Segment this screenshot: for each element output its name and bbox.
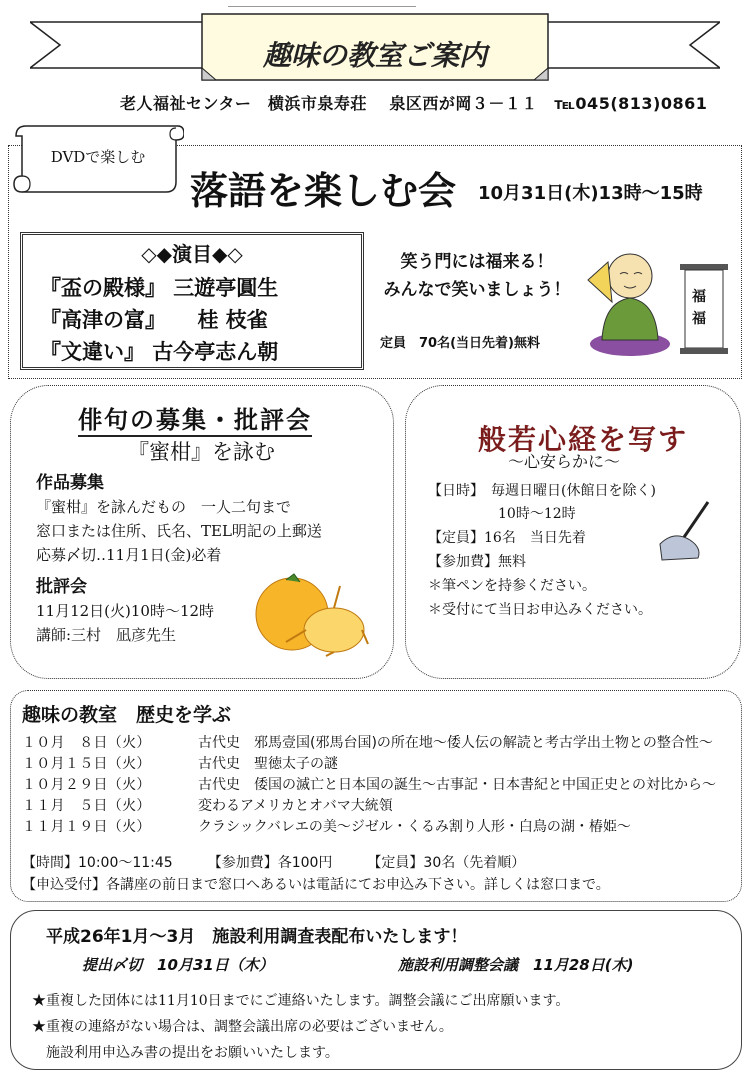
top-rule [228,6,416,7]
survey-meeting: 施設利用調整会議 11月28日(木) [398,956,634,974]
lecture-date: １１月 ５日（火） [22,798,151,814]
rakugo-capacity: 定員 70名(当日先着)無料 [380,336,540,351]
history-title: 趣味の教室 歴史を学ぶ [22,704,232,726]
sutra-title: 般若心経を写す [478,423,689,456]
sutra-subtitle: ～心安らかに～ [508,452,621,471]
sutra-line: 【定員】16名 当日先着 [428,530,586,546]
sutra-line: ＊筆ペンを持参ください。 [428,578,596,594]
review-line: 講師:三村 凪彦先生 [36,626,177,644]
survey-note: ★重複した団体には11月10日までにご連絡いたします。調整会議にご出席願います。 [32,993,570,1009]
entry-line: 窓口または住所、氏名、TEL明記の上郵送 [36,522,322,540]
rakugo-date: 10月31日(木)13時～15時 [478,183,703,204]
facility-address: 老人福祉センター 横浜市泉寿荘 泉区西が岡３－１１ ℡045(813)0861 [120,94,708,113]
sutra-line: 【参加費】無料 [428,554,526,570]
sutra-line: 【日時】 毎週日曜日(休館日を除く) [428,483,656,499]
scroll-text: 福福 [692,289,706,327]
program-item: 『高津の富』 桂 枝雀 [40,307,268,332]
program-item: 『文違い』 古今亭志ん朝 [40,339,279,364]
rakugo-title: 落語を楽しむ会 [190,169,457,213]
review-heading: 批評会 [36,577,87,597]
history-application: 【申込受付】各講座の前日まで窓口へあるいは電話にてお申込み下さい。詳しくは窓口まで。 [22,877,610,893]
writing-hand-illustration [654,500,714,566]
dvd-tag: DVDで楽しむ [50,148,146,166]
entry-line: 応募〆切‥11月1日(金)必着 [36,546,222,564]
lecture-topic: 古代史 倭国の滅亡と日本国の誕生～古事記・日本書紀と中国正史との対比から～ [198,777,716,793]
entry-heading: 作品募集 [36,473,104,493]
rakugo-performer-illustration [584,240,676,358]
lecture-topic: 古代史 邪馬壹国(邪馬台国)の所在地～倭人伝の解読と考古学出土物との整合性～ [198,735,713,751]
slogan-line: みんなで笑いましょう！ [383,280,571,300]
survey-note: 施設利用申込み書の提出をお願いいたします。 [32,1045,339,1061]
history-info: 【時間】10:00～11:45 【参加費】各100円 【定員】30名（先着順） [22,855,526,871]
page-title: 趣味の教室ご案内 [262,39,487,72]
review-line: 11月12日(火)10時～12時 [36,602,215,620]
lecture-date: １０月２９日（火） [22,777,151,793]
haiku-title: 俳句の募集・批評会 [78,400,312,437]
program-heading: ◇◆演目◆◇ [141,242,243,266]
lecture-date: １１月１９日（火） [22,819,151,835]
entry-line: 『蜜柑』を詠んだもの 一人二句まで [36,498,292,516]
sutra-line: ＊受付にて当日お申込みください。 [428,602,652,618]
lecture-date: １０月 ８日（火） [22,735,151,751]
mikan-illustration [250,572,370,658]
haiku-subtitle: 『蜜柑』を詠む [128,440,275,464]
sutra-line: 10時～12時 [428,506,576,522]
survey-title: 平成26年1月～3月 施設利用調査表配布いたします！ [46,927,468,947]
lecture-topic: 変わるアメリカとオバマ大統領 [198,798,393,814]
lecture-topic: クラシックバレエの美～ジゼル・くるみ割り人形・白鳥の湖・椿姫～ [198,819,631,835]
lecture-date: １０月１５日（火） [22,756,151,772]
slogan-line: 笑う門には福来る！ [400,252,554,272]
program-item: 『盃の殿様』 三遊亭圓生 [40,275,279,300]
slogan [382,248,572,304]
survey-note: ★重複の連絡がない場合は、調整会議出席の必要はございません。 [32,1019,453,1035]
lecture-topic: 古代史 聖徳太子の謎 [198,756,338,772]
survey-deadline: 提出〆切 10月31日（木） [82,956,274,974]
